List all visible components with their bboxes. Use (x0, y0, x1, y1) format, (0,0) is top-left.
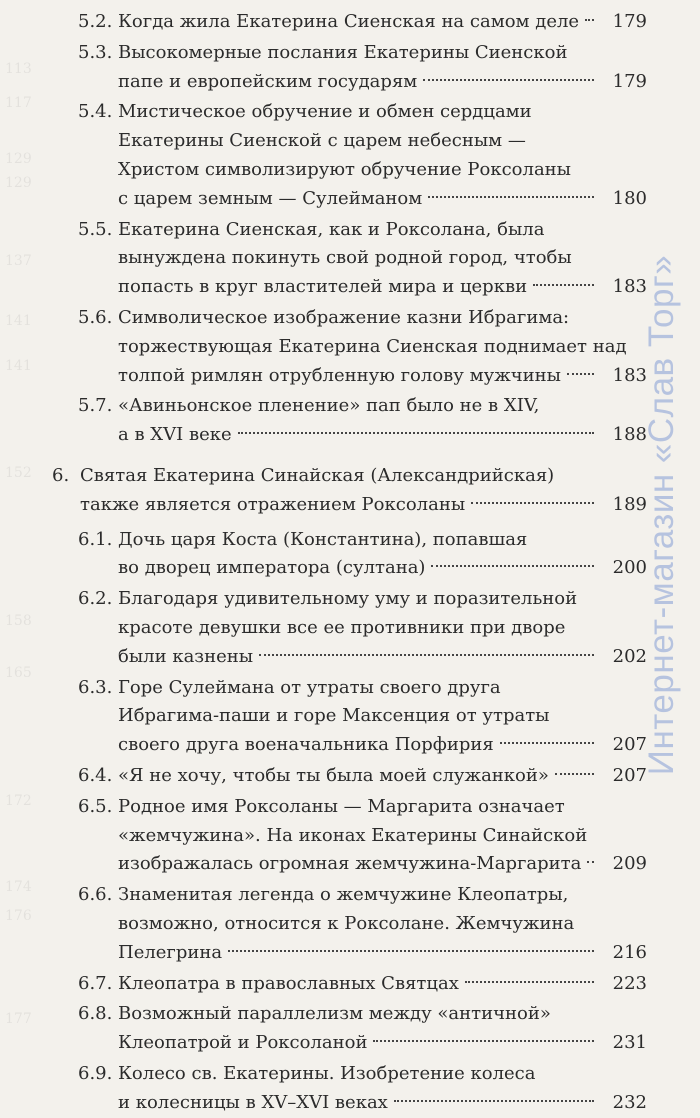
toc-line (0, 673, 700, 703)
toc-page-number: 189 (612, 493, 647, 515)
toc-page-number: 223 (612, 972, 647, 994)
toc-line (0, 821, 700, 851)
toc-line (0, 7, 700, 37)
toc-line (0, 243, 700, 273)
toc-entry-title: толпой римлян отрубленную голову мужчины (118, 364, 561, 386)
toc-entry-number: 6.1. (78, 528, 113, 550)
toc-entry-title: «Авиньонское пленение» пап было не в XIV, (118, 395, 540, 417)
dot-leader (555, 773, 594, 775)
toc-line (0, 184, 700, 214)
toc-line (0, 730, 700, 760)
toc-entry-title: торжествующая Екатерина Сиенская поднимает над (118, 335, 627, 357)
dot-leader (587, 861, 594, 863)
toc-entry-number: 5.3. (78, 41, 113, 63)
toc-line (0, 613, 700, 643)
toc-line (0, 126, 700, 156)
toc-entry-title: Благодаря удивительному уму и поразительной (118, 588, 578, 610)
toc-page-number: 209 (612, 853, 647, 875)
toc-entry-title: Мистическое обручение и обмен сердцами (118, 101, 532, 123)
toc-page-number: 232 (612, 1091, 647, 1113)
toc-line (0, 303, 700, 333)
dot-leader (259, 654, 594, 656)
toc-line (0, 1028, 700, 1058)
toc-entry-title: попасть в круг властителей мира и церкви (118, 276, 528, 298)
toc-entry-title: Знаменитая легенда о жемчужине Клеопатры, (118, 884, 569, 906)
toc-entry-title: Ибрагима-паши и горе Максенция от утраты (118, 705, 550, 727)
toc-entry-number: 6.7. (78, 972, 113, 994)
toc-entry-title: красоте девушки все ее противники при дворе (118, 617, 566, 638)
toc-entry-title: были казнены (118, 645, 254, 667)
toc-line (0, 938, 700, 968)
toc-entry-title: Екатерины Сиенской с царем небесным — (118, 130, 526, 152)
toc-line (0, 272, 700, 302)
toc-page-number: 180 (612, 187, 647, 209)
toc-line (0, 642, 700, 672)
toc-line (0, 584, 700, 614)
toc-entry-title: Высокомерные послания Екатерины Сиенской (118, 41, 568, 63)
toc-line (0, 969, 700, 999)
toc-entry-title: также является отражением Роксоланы (80, 493, 466, 515)
toc-line (0, 67, 700, 97)
toc-entry-title: во дворец императора (султана) (118, 557, 426, 579)
dot-leader (238, 432, 594, 434)
toc-line (0, 332, 700, 362)
dot-leader (394, 1100, 594, 1102)
dot-leader (373, 1040, 594, 1042)
toc-entry-title: с царем земным — Сулейманом (118, 187, 423, 209)
toc-entry-number: 5.5. (78, 218, 113, 240)
dot-leader (428, 196, 594, 198)
toc-line (0, 391, 700, 421)
dot-leader (567, 373, 594, 375)
toc-entry-number: 6.8. (78, 1003, 113, 1025)
toc-page-number: 188 (612, 424, 647, 446)
toc-entry-title: Колесо св. Екатерины. Изобретение колеса (118, 1063, 536, 1084)
dot-leader (431, 565, 594, 567)
toc-entry-number: 6.4. (78, 765, 113, 786)
toc-line (0, 761, 700, 791)
toc-line (0, 553, 700, 583)
toc-entry-title: возможно, относится к Роксолане. Жемчужина (118, 913, 575, 934)
toc-entry-number: 5.2. (78, 11, 113, 32)
toc-line (0, 880, 700, 910)
show-through-text: 113 117 129 129 137 141 141 152 158 165 172 174 176 177 (5, 61, 32, 1027)
toc-page-number: 200 (612, 557, 647, 579)
toc-line (0, 97, 700, 127)
toc-entry-title: вынуждена покинуть свой родной город, чтобы (118, 247, 572, 269)
toc-line (0, 420, 700, 450)
toc-line (0, 490, 700, 520)
toc-entry-title: Клеопатрой и Роксоланой (118, 1032, 368, 1054)
toc-entry-title: Пелегрина (118, 941, 223, 963)
toc-line (0, 525, 700, 555)
dot-leader (228, 950, 594, 952)
toc-entry-title: «Я не хочу, чтобы ты была моей служанкой» (118, 765, 549, 786)
toc-line (0, 1088, 700, 1118)
toc-line (0, 909, 700, 939)
toc-entry-number: 6.9. (78, 1063, 113, 1084)
dot-leader (471, 502, 594, 504)
toc-page-number: 202 (612, 645, 647, 667)
toc-page-number: 216 (612, 941, 647, 963)
toc-entry-title: папе и европейским государям (118, 70, 418, 92)
toc-line (0, 215, 700, 245)
toc-entry-title: Клеопатра в православных Святцах (118, 972, 459, 994)
toc-entry-number: 6. (52, 465, 70, 486)
toc-entry-number: 6.3. (78, 676, 113, 698)
toc-entry-title: Когда жила Екатерина Сиенская на самом деле (118, 11, 580, 32)
toc-entry-title: Святая Екатерина Синайская (Александрийская) (80, 465, 555, 486)
toc-line (0, 155, 700, 185)
toc-page-number: 179 (612, 70, 647, 92)
toc-line (0, 849, 700, 879)
dot-leader (500, 742, 594, 744)
toc-page-number: 183 (612, 364, 647, 386)
toc-entry-number: 5.4. (78, 101, 113, 123)
toc-entry-title: Возможный параллелизм между «античной» (118, 1003, 551, 1025)
toc-line (0, 461, 700, 491)
toc-entry-title: «жемчужина». На иконах Екатерины Синайской (118, 824, 588, 846)
toc-entry-title: Христом символизируют обручение Роксоланы (118, 159, 572, 180)
toc-page-number: 207 (612, 734, 647, 756)
toc-entry-title: а в XVI веке (118, 424, 232, 446)
toc-page-number: 231 (612, 1032, 647, 1054)
toc-entry-number: 6.6. (78, 884, 113, 906)
toc-line (0, 38, 700, 68)
toc-entry-title: изображалась огромная жемчужина-Маргарита (118, 853, 582, 875)
toc-entry-title: своего друга военачальника Порфирия (118, 734, 494, 756)
toc-page-number: 179 (612, 11, 647, 32)
toc-entry-number: 6.2. (78, 588, 113, 610)
watermark: Интернет-магазин «Слав Торг» (642, 254, 681, 776)
toc-entry-number: 5.7. (78, 395, 113, 417)
toc-page-number: 207 (612, 765, 647, 786)
toc-line (0, 999, 700, 1029)
toc-page-number: 183 (612, 276, 647, 298)
toc-entry-title: и колесницы в XV–XVI веках (118, 1091, 388, 1113)
toc-entry-title: Горе Сулеймана от утраты своего друга (118, 676, 501, 698)
toc-entry-title: Дочь царя Коста (Константина), попавшая (118, 528, 528, 550)
toc-line (0, 1059, 700, 1089)
toc-line (0, 792, 700, 822)
toc-entry-title: Родное имя Роксоланы — Маргарита означает (118, 795, 565, 817)
dot-leader (533, 284, 594, 286)
dot-leader (423, 79, 594, 81)
dot-leader (585, 19, 594, 21)
toc-entry-title: Символическое изображение казни Ибрагима: (118, 307, 570, 328)
toc-entry-number: 6.5. (78, 795, 113, 817)
toc-entry-title: Екатерина Сиенская, как и Роксолана, была (118, 218, 545, 240)
toc-entry-number: 5.6. (78, 307, 113, 328)
toc-line (0, 701, 700, 731)
toc-line (0, 361, 700, 391)
dot-leader (465, 981, 594, 983)
